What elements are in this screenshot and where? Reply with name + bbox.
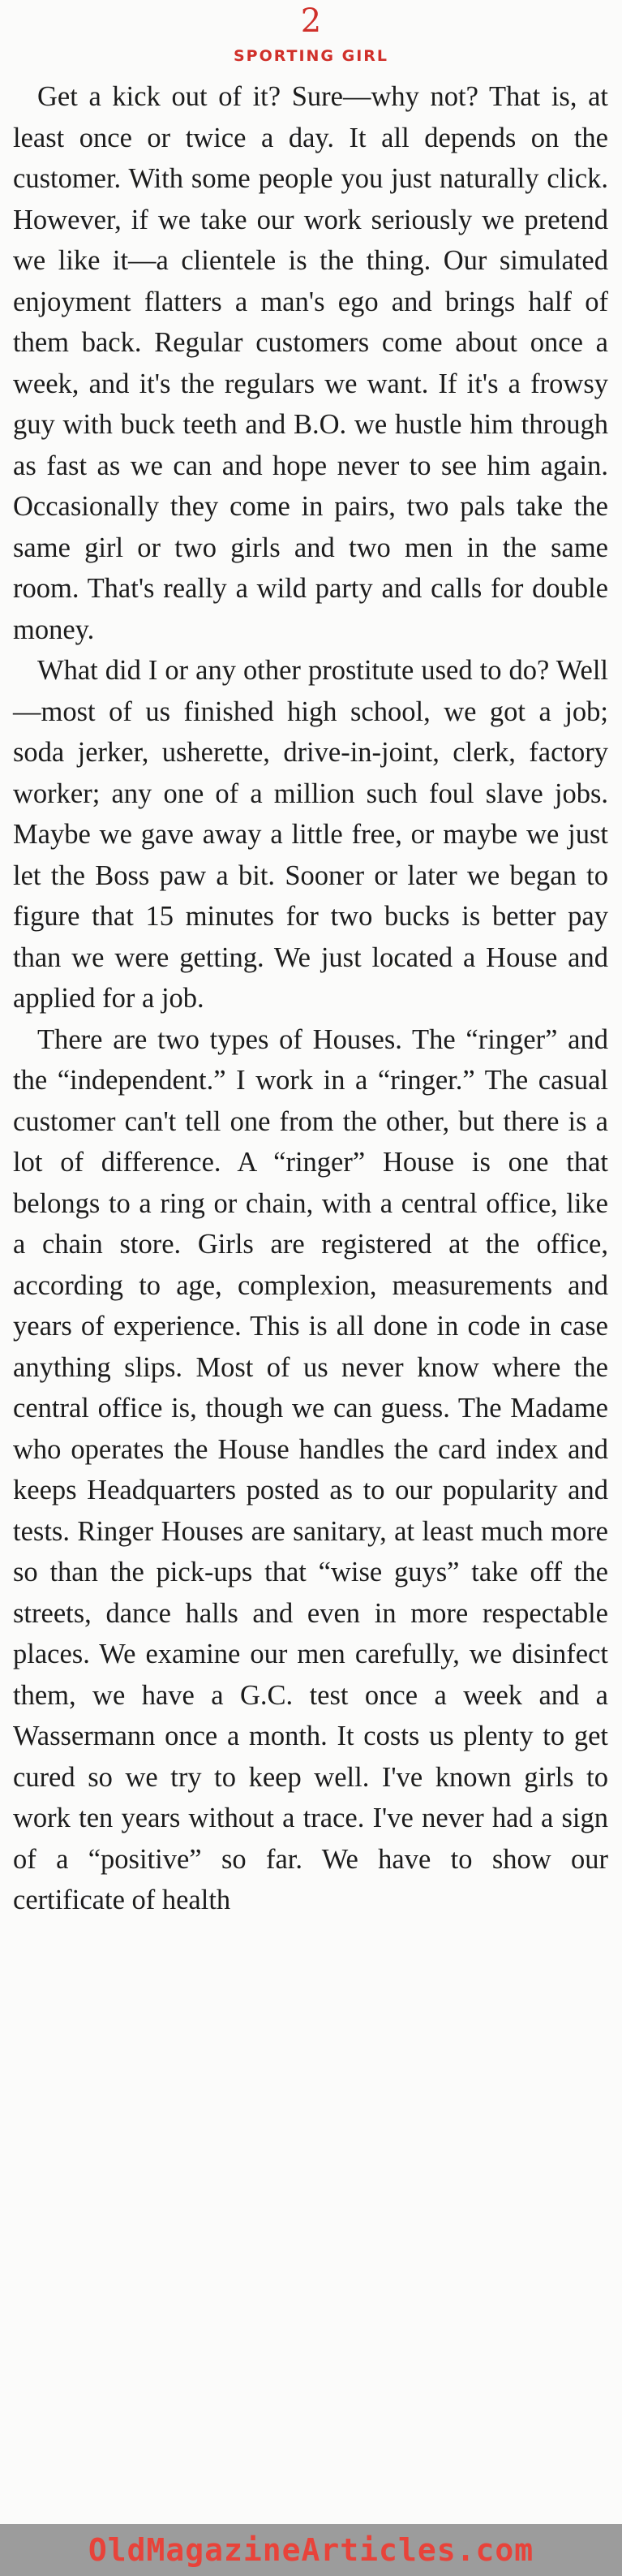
footer-bar	[0, 2524, 622, 2576]
page-number: 2	[300, 2, 322, 40]
paragraph-2: What did I or any other prostitute used to do? Well—most of us finished high school, we got a job; soda jerker, usherette, drive-in-joint, clerk, factory worker; any one of a million such foul slave jobs. Maybe we gave away a little free, or maybe we just let the Boss paw a bit. Sooner or later we began to figure that 15 minutes for two bucks is better pay than we were getting. We just located a House and applied for a job.	[13, 655, 608, 1014]
running-head: SPORTING GIRL	[233, 47, 389, 65]
article-body	[13, 76, 608, 1921]
paragraph-3: There are two types of Houses. The “ringer” and the “independent.” I work in a “ringer.” The casual customer can't tell one from the other, but there is a lot of difference. A “ringer” House is one that belongs to a ring or chain, with a central office, like a chain store. Girls are registered at the office, according to age, complexion, measurements and years of experience. This is all done in code in case anything slips. Most of us never know where the central office is, though we can guess. The Madame who operates the House handles the card index and keeps Headquarters posted as to our popularity and tests. Ringer Houses are sanitary, at least much more so than the pick-ups that “wise guys” take off the streets, dance halls and even in more respectable places. We examine our men carefully, we disinfect them, we have a G.C. test once a week and a Wassermann once a month. It costs us plenty to get cured so we try to keep well. I've known girls to work ten years without a trace. I've never had a sign of a “positive” so far. We have to show our certificate of health	[13, 1023, 608, 1915]
site-watermark: OldMagazineArticles.com	[88, 2532, 534, 2568]
paragraph-1: Get a kick out of it? Sure—why not? That is, at least once or twice a day. It all depends on the customer. With some people you just naturally click. However, if we take our work seriously we pretend we like it—a clientele is the thing. Our simulated enjoyment flatters a man's ego and brings half of them back. Regular customers come about once a week, and it's the regulars we want. If it's a frowsy guy with buck teeth and B.O. we hustle him through as fast as we can and hope never to see him again. Occasionally they come in pairs, two pals take the same girl or two girls and two men in the same room. That's really a wild party and calls for double money.	[13, 81, 608, 645]
